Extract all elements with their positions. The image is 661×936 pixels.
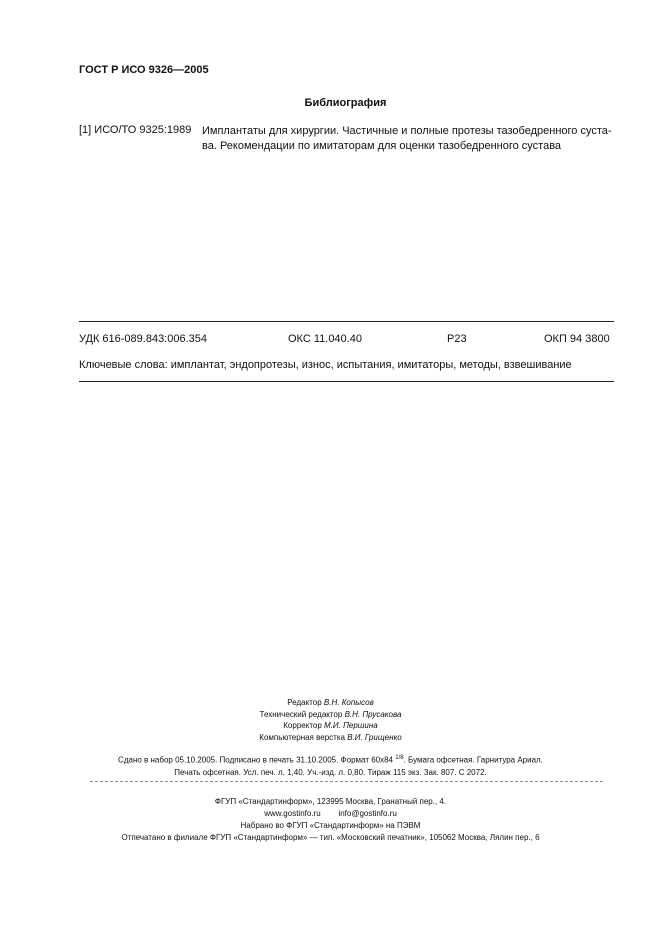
group-code: Р23 xyxy=(447,333,467,345)
editor-line: Редактор В.Н. Копысов xyxy=(287,698,374,707)
keywords: Ключевые слова: имплантат, эндопротезы, износ, испытания, имитаторы, методы, взвешивание xyxy=(79,359,572,371)
print-info-line1: Сдано в набор 05.10.2005. Подписано в печать 31.10.2005. Формат 60x84 $^{1/8}$. Бумага офсетная. Гарнитура Ариал. xyxy=(118,755,543,765)
dashed-divider xyxy=(90,781,603,782)
print-info xyxy=(0,752,661,779)
publisher-line4: Отпечатано в филиале ФГУП «Стандартинформ» — тип. «Московский печатник», 105062 Москва, Лялин пер., 6 xyxy=(121,833,540,842)
layout-line: Компьютерная верстка В.И. Грищенко xyxy=(259,732,402,742)
bibliography-entry-line2: ва. Рекомендации по имитаторам для оценки тазобедренного сустава xyxy=(202,140,562,152)
udk-code: УДК 616-089.843:006.354 xyxy=(79,333,208,345)
bottom-divider xyxy=(79,381,614,382)
tech-editor-line: Технический редактор В.Н. Прусакова xyxy=(259,709,402,719)
bibliography-entry-line1: Имплантаты для хирургии. Частичные и полные протезы тазобедренного суста- xyxy=(202,125,612,137)
bibliography-entry xyxy=(202,124,618,154)
standard-header: ГОСТ Р ИСО 9326—2005 xyxy=(79,64,209,76)
bibliography-ref: [1] ИСО/ТО 9325:1989 xyxy=(79,124,192,136)
publisher-line3: Набрано во ФГУП «Стандартинформ» на ПЭВМ xyxy=(240,821,421,830)
bibliography-title: Библиография xyxy=(304,97,387,109)
publisher-line1: ФГУП «Стандартинформ», 123995 Москва, Гранатный пер., 4. xyxy=(214,797,447,806)
oks-code: ОКС 11.040.40 xyxy=(288,333,362,345)
okp-code: ОКП 94 3800 xyxy=(544,333,610,345)
print-info-line2: Печать офсетная. Усл. печ. л. 1,40. Уч.-изд. л. 0,80. Тираж 115 экз. Зак. 807. С 2072. xyxy=(174,767,487,777)
publisher-line2: www.gostinfo.ru info@gostinfo.ru xyxy=(264,809,397,818)
publisher-block xyxy=(0,796,661,844)
top-divider xyxy=(79,321,614,322)
corrector-line: Корректор М.И. Першина xyxy=(283,721,378,730)
credits-block xyxy=(0,697,661,743)
